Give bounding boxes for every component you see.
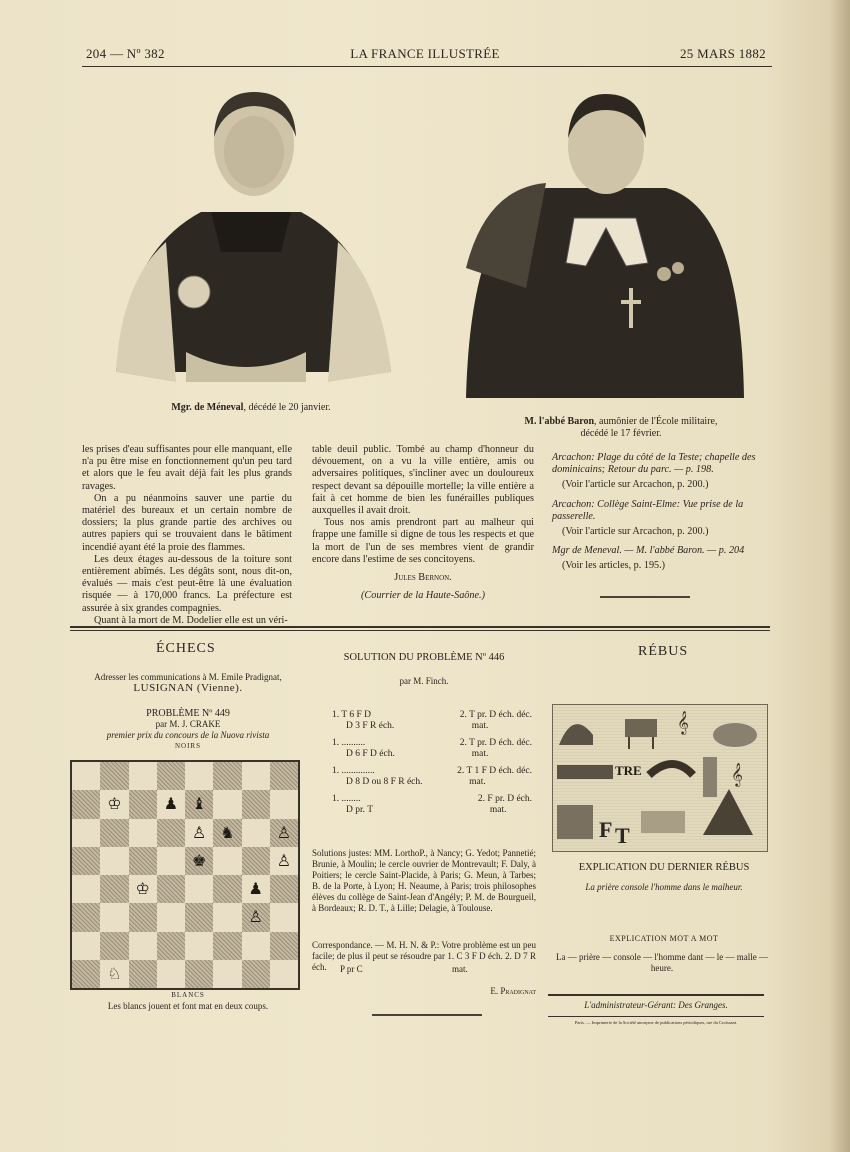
solution-move: mat. [469,777,486,787]
board-label-blancs: BLANCS [171,991,205,999]
echecs-address-line1: Adresser les communications à M. Emile Pradignat, [94,672,282,682]
chess-square [270,819,298,847]
chess-square [270,960,298,988]
chess-square [213,875,241,903]
solution-move: 1. T 6 F D [332,710,371,720]
caption-baron-text2: décédé le 17 février. [580,428,662,439]
rebus-illustration [553,705,767,851]
solution-signature: E. Pradignat [490,986,536,996]
chess-piece-icon: ♘ [107,965,122,983]
problem-author: par M. J. CRAKE [155,719,221,729]
caption-baron-text1: aumônier de l'École militaire, [599,416,718,427]
solution-moves [332,710,532,822]
chess-square [242,932,270,960]
solution-move-col [457,766,532,788]
chess-square [72,790,100,818]
caption-baron-name: M. l'abbé Baron [524,416,595,427]
caption-meneval: Mgr. de Méneval, décédé le 20 janvier. [171,402,331,413]
chess-square [72,847,100,875]
page-edge-shadow [830,0,850,1152]
engraving-baron [466,88,744,404]
chess-square [213,932,241,960]
header-rule [82,66,772,67]
col1-para: Quant à la mort de M. Dodelier elle est un véri- [94,614,288,626]
solution-move: 1. ........ [332,794,361,804]
correspondance: Correspondance. — M. H. N. & P.: Votre problème est un peu facile; de plus il peut se résoudre par 1. C 3 F D éch. 2. D 7 R éch. [312,940,536,972]
chess-square [213,762,241,790]
rebus-word: T [615,823,630,848]
solution-move: mat. [471,749,489,759]
solution-row [332,766,532,788]
chess-square [242,790,270,818]
solution-move-col [332,710,394,732]
echecs-address [70,672,306,694]
chess-square [242,847,270,875]
chess-square [100,790,128,818]
chess-square [72,875,100,903]
col1-para: Les deux étages au-dessous de la toiture sont entièrement abîmés. Les dégâts sont, nous dit-on, évalués — mais c'est peut-être là une évaluation risquée — à 170,000 francs. La préfecture est assurée à six grandes compagnies. [82,553,292,614]
rebus-word: TRE [615,763,642,778]
solution-row [332,794,532,816]
rebus-title: RÉBUS [638,644,689,659]
chess-square [157,903,185,931]
chess-square [157,875,185,903]
col2-para: Tous nos amis prendront part au malheur qui frappe une famille si digne de tous les respects et que la mort de l'un de ses membres vient de grandir encore dans l'estime de ses concitoyens. [312,517,534,565]
chess-square [157,762,185,790]
chess-square [157,819,185,847]
caption-meneval-text: décédé le 20 janvier. [248,402,331,413]
rebus-mot-title: EXPLICATION MOT A MOT [609,934,719,943]
chess-square [185,932,213,960]
chess-square [72,819,100,847]
col1-para: On a pu néanmoins sauver une partie du matériel des bureaux et un certain nombre de dossiers; la plus grande partie des archives ou autres papiers qui se trouvaient dans le bâtiment incendié ayant été la proie des flammes. [82,492,292,553]
solutions-justes: Solutions justes: MM. LorthoP., à Nancy; G. Yedot; Pannetié; Brunie, à Moulin; le cercle ouvrier de Montrevault; F. Daly, à Poitiers; le cercle Saint-Placide, à Paris; G. Meun, à Tarbes; B. de la Porte, à Lyon; H. Neaume, à Paris; trois philosophes élèves du collège de Saint-Jean d'Angély; P. M. de Bourgueil, à Bordeaux; R. D. T., à Lille; Delagie, à Toulouse. [312,848,536,913]
index-entry: Arcachon: Plage du côté de la Teste; chapelle des dominicains; Retour du parc. — p. 198. [552,452,756,476]
chess-square [129,819,157,847]
solution-move: 1. .............. [332,766,375,776]
col2-signature: Jules Bernon. [394,572,452,584]
chess-piece-icon: ♔ [135,881,150,899]
solution-author: par M. Finch. [399,676,449,686]
chess-square [72,762,100,790]
board-label-noirs: NOIRS [174,742,201,750]
chess-square [157,960,185,988]
solution-move: mat. [489,805,507,815]
chess-square [213,903,241,931]
solution-move: 2. T pr. D éch. déc. [459,738,532,748]
chess-piece-icon: ♔ [107,796,122,814]
svg-text:𝄞: 𝄞 [731,764,743,786]
chess-square [129,903,157,931]
solution-move-col [460,710,532,732]
index-ref: (Voir l'article sur Arcachon, p. 200.) [562,479,709,491]
chess-square [242,960,270,988]
chess-square [270,762,298,790]
index-entry: Arcachon: Collège Saint-Elme: Vue prise de la passerelle. [552,498,744,522]
index-entry: Mgr de Meneval. — M. l'abbé Baron. — p. 204 [552,545,745,557]
engraving-meneval [106,82,396,400]
chess-square [72,960,100,988]
caption-meneval-name: Mgr. de Méneval [171,402,244,413]
problem-header [70,708,306,752]
echecs-title: ÉCHECS [156,641,216,656]
col2-para: table deuil public. Tombé au champ d'honneur du dévouement, on a vu la ville entière, amis ou adversaires politiques, s'incliner avec un douloureux respect devant sa dépouille mortelle; la ville entière a fait à cet homme de bien les funérailles publiques auxquelles il avait droit. [312,444,534,517]
chess-square [270,847,298,875]
chess-square [242,875,270,903]
chess-square [242,819,270,847]
chess-square [129,790,157,818]
issue-date: 25 MARS 1882 [680,46,766,61]
solution-row [332,738,532,760]
chess-square [157,847,185,875]
chess-piece-icon: ♙ [276,852,292,870]
illustrations-index [552,452,776,580]
rebus-expl-text: La prière console l'homme dans le malheur. [585,882,743,892]
chess-square [242,903,270,931]
chess-square [100,960,128,988]
chess-square [129,960,157,988]
index-ref: (Voir l'article sur Arcachon, p. 200.) [562,526,709,538]
chess-piece-icon: ♙ [191,824,207,842]
solution-move: 2. T 1 F D éch. déc. [457,766,532,776]
rebus-image [552,704,768,852]
chess-square [185,960,213,988]
solution-move: D 6 F D éch. [346,749,395,759]
chess-square [270,875,298,903]
portrait-meneval [106,82,396,400]
index-ref: (Voir les articles, p. 195.) [562,560,666,572]
solution-move-col [332,766,423,788]
solution-row [332,710,532,732]
chess-square [100,875,128,903]
article-column-2 [312,444,534,602]
echecs-address-line2: LUSIGNAN (Vienne). [133,682,243,694]
solution-move-col [460,738,532,760]
footer-rule [548,994,764,996]
chess-square [100,847,128,875]
printer-line: Paris. — Imprimerie de la Société anonyme de publications périodiques, rue du Croissant. [574,1020,738,1025]
chess-piece-icon: ♟ [248,881,263,899]
chess-square [185,762,213,790]
solution-move: 2. F pr. D éch. [477,794,532,804]
solution-move: 2. T pr. D éch. déc. [459,710,532,720]
chess-square [270,932,298,960]
footer-rule-thin [548,1016,764,1017]
article-column-1 [82,444,292,627]
correspondance-mat: mat. [452,964,468,974]
chess-square [242,762,270,790]
problem-number: PROBLÈME Nº 449 [146,708,230,719]
chess-square [129,932,157,960]
caption-baron: M. l'abbé Baron, aumônier de l'École militaire, décédé le 17 février. [466,416,776,440]
problem-prize: premier prix du concours de la Nuova rivista [106,730,270,740]
chess-square [72,932,100,960]
solution-move: mat. [471,721,489,731]
solution-move-col [332,794,373,816]
svg-text:𝄞: 𝄞 [677,712,689,734]
chess-piece-icon: ♙ [276,824,292,842]
page-number: 204 — Nº 382 [86,46,165,61]
chess-square [100,932,128,960]
chess-square [213,960,241,988]
chess-square [129,762,157,790]
chess-square [213,790,241,818]
gerant-line: L'administrateur-Gérant: Des Granges. [584,1000,728,1010]
problem-instruction: Les blancs jouent et font mat en deux coups. [107,1001,269,1011]
portrait-baron [466,88,744,404]
correspondance-move: P pr C [340,964,363,974]
chess-square [185,847,213,875]
rebus-mot-text: La — prière — console — l'homme dant — le — malle — heure. [555,952,769,973]
chess-square [185,875,213,903]
solution-move: D pr. T [346,805,374,815]
solution-title: SOLUTION DU PROBLÈME Nº 446 [343,652,505,663]
chess-square [129,847,157,875]
chess-square [129,875,157,903]
solution-move: 1. .......... [332,738,366,748]
chess-square [100,903,128,931]
solution-move: D 3 F R éch. [346,721,395,731]
chess-piece-icon: ♞ [220,824,235,842]
chess-piece-icon: ♚ [191,852,207,870]
chess-square [185,819,213,847]
solution-move-col [478,794,532,816]
chess-piece-icon: ♝ [191,796,207,814]
ornament-rule [372,1014,482,1016]
chess-square [270,790,298,818]
chess-square [157,932,185,960]
chess-piece-icon: ♟ [163,796,179,814]
chess-square [185,790,213,818]
masthead-title: LA FRANCE ILLUSTRÉE [350,46,500,61]
chess-square [185,903,213,931]
col2-source: (Courrier de la Haute-Saône.) [361,590,485,602]
rebus-expl-title: EXPLICATION DU DERNIER RÉBUS [578,862,750,873]
chess-square [213,819,241,847]
ornament-rule [600,596,690,598]
chess-square [157,790,185,818]
solution-move-col [332,738,395,760]
section-rule-thin [70,630,770,631]
board-footer [70,990,306,1012]
col1-para: les prises d'eau suffisantes pour elle manquant, elle n'a pu être mise en fonctionnement qu'un peu tard et alors que le feu avait déjà fait les plus grands ravages. [82,444,292,492]
chess-square [213,847,241,875]
chess-square [100,819,128,847]
chess-square [270,903,298,931]
chess-piece-icon: ♙ [248,909,263,927]
chess-board [70,760,300,990]
solution-move: D 8 D ou 8 F R éch. [346,777,423,787]
chess-square [100,762,128,790]
chess-square [72,903,100,931]
section-rule [70,626,770,628]
rebus-word: F [599,817,613,842]
